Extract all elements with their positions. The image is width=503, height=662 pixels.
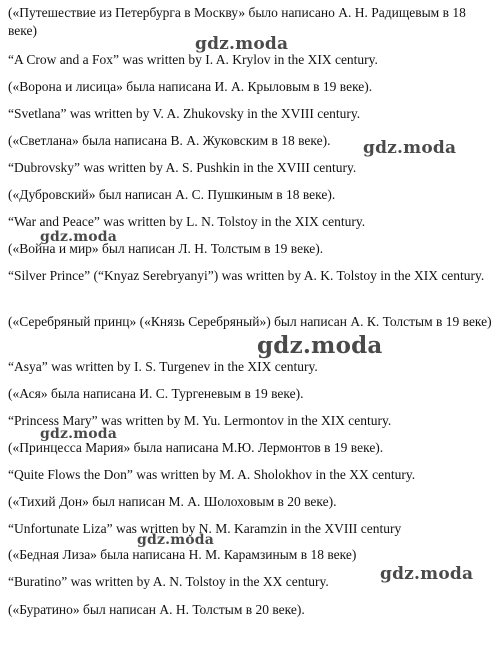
text-line-5: («Светлана» была написана В. А. Жуковским в 18 веке). (8, 133, 331, 148)
watermark: gdz.moda (380, 564, 474, 584)
watermark: gdz.moda (40, 426, 118, 442)
text-line-10: “Silver Prince” (“Knyaz Serebryanyi”) was written by A. K. Tolstoy in the XIX century. (8, 268, 485, 283)
text-line-13: («Ася» была написана И. С. Тургеневым в 19 веке). (8, 386, 304, 401)
text-line-15: («Принцесса Мария» была написана М.Ю. Лермонтов в 19 веке). (8, 440, 384, 455)
text-line-6: “Dubrovsky” was written by A. S. Pushkin in the XVIII century. (8, 160, 357, 175)
text-line-4: “Svetlana” was written by V. A. Zhukovsky in the XVIII century. (8, 106, 361, 121)
watermark: gdz.moda (137, 532, 215, 548)
watermark: gdz.moda (40, 229, 118, 245)
text-line-9: («Война и мир» был написан Л. Н. Толстым в 19 веке). (8, 241, 324, 256)
text-line-2: “A Crow and a Fox” was written by I. A. Krylov in the XIX century. (8, 52, 378, 67)
watermark: gdz.moda (257, 332, 383, 359)
text-line-16: “Quite Flows the Don” was written by M. A. Sholokhov in the XX century. (8, 467, 416, 482)
text-line-14: “Princess Mary” was written by M. Yu. Lermontov in the XIX century. (8, 413, 392, 428)
text-line-12: “Asya” was written by I. S. Turgenev in the XIX century. (8, 359, 318, 374)
text-line-1: («Путешествие из Петербурга в Москву» было написано А. Н. Радищевым в 18 веке) (8, 5, 466, 38)
text-line-18: “Unfortunate Liza” was written by N. M. Karamzin in the XVIII century (8, 521, 402, 536)
text-line-19: («Бедная Лиза» была написана Н. М. Карамзиным в 18 веке) (8, 547, 357, 562)
text-line-21: («Буратино» был написан А. Н. Толстым в 20 веке). (8, 602, 305, 617)
text-line-11: («Серебряный принц» («Князь Серебряный») был написан А. К. Толстым в 19 веке) (8, 314, 492, 329)
watermark: gdz.moda (363, 138, 457, 158)
text-line-8: “War and Peace” was written by L. N. Tolstoy in the XIX century. (8, 214, 366, 229)
watermark: gdz.moda (195, 34, 289, 54)
text-line-20: “Buratino” was written by A. N. Tolstoy in the XX century. (8, 574, 329, 589)
text-line-3: («Ворона и лисица» была написана И. А. Крыловым в 19 веке). (8, 79, 373, 94)
text-line-7: («Дубровский» был написан А. С. Пушкиным в 18 веке). (8, 187, 336, 202)
text-line-17: («Тихий Дон» был написан М. А. Шолоховым в 20 веке). (8, 494, 337, 509)
